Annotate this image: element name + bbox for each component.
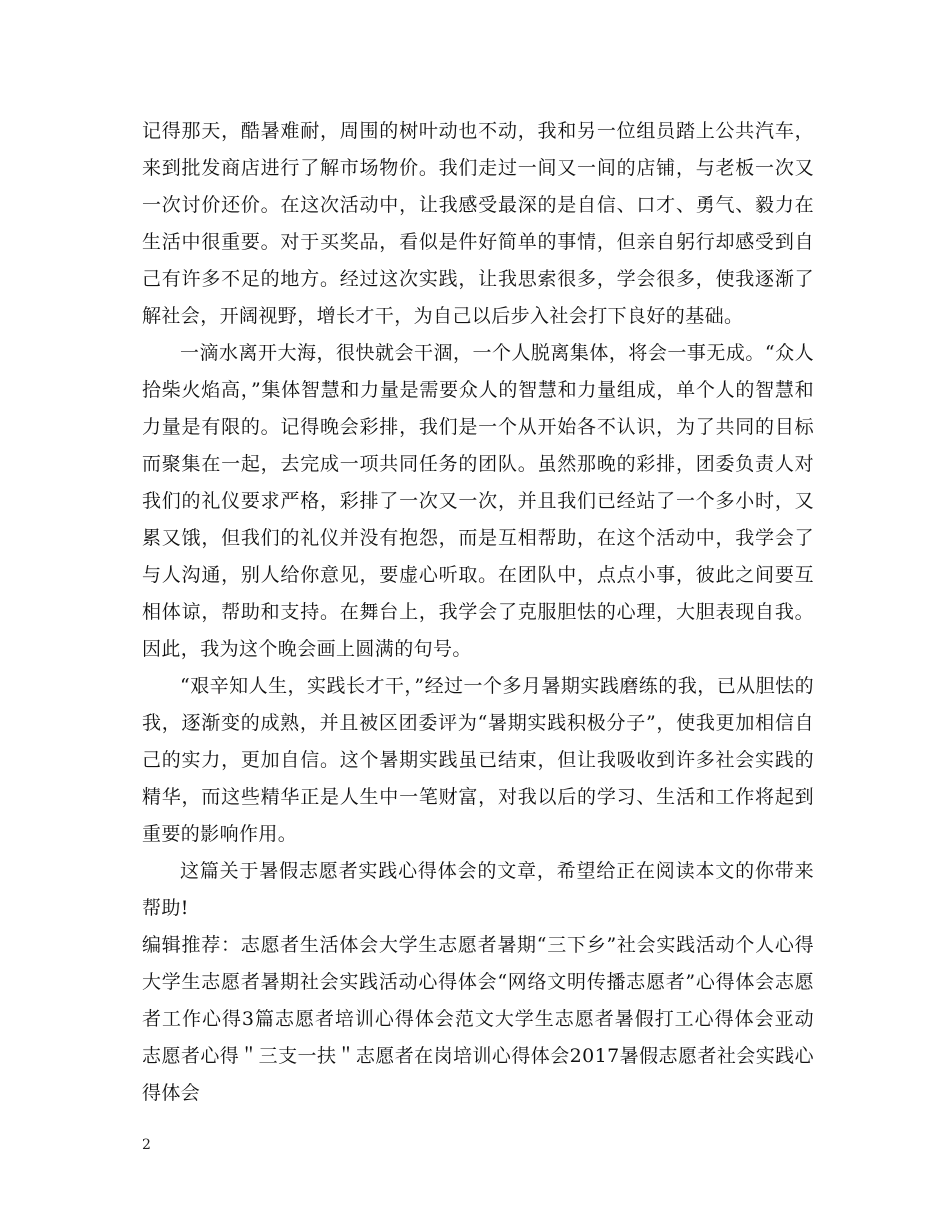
page-number: 2 [142, 1137, 151, 1153]
document-body [142, 113, 814, 1112]
paragraph-3: “艰辛知人生，实践长才干，”经过一个多月暑期实践磨练的我，已从胆怯的我，逐渐变的成熟，并且被区团委评为“暑期实践积极分子”，使我更加相信自己的实力，更加自信。这个暑期实践虽已结束，但让我吸收到许多社会实践的精华，而这些精华正是人生中一笔财富，对我以后的学习、生活和工作将起到重要的影响作用。 [142, 675, 814, 845]
editor-recommendation: 编辑推荐：志愿者生活体会大学生志愿者暑期“三下乡”社会实践活动个人心得大学生志愿者暑期社会实践活动心得体会“网络文明传播志愿者”心得体会志愿者工作心得3篇志愿者培训心得体会范文大学生志愿者暑假打工心得体会亚动志愿者心得＂三支一扶＂志愿者在岗培训心得体会2017暑假志愿者社会实践心得体会 [142, 934, 814, 1104]
paragraph-1: 记得那天，酷暑难耐，周围的树叶动也不动，我和另一位组员踏上公共汽车，来到批发商店进行了解市场物价。我们走过一间又一间的店铺，与老板一次又一次讨价还价。在这次活动中，让我感受最深的是自信、口才、勇气、毅力在生活中很重要。对于买奖品，看似是件好简单的事情，但亲自躬行却感受到自己有许多不足的地方。经过这次实践，让我思索很多，学会很多，使我逐渐了解社会，开阔视野，增长才干，为自己以后步入社会打下良好的基础。 [142, 120, 814, 327]
paragraph-4: 这篇关于暑假志愿者实践心得体会的文章，希望给正在阅读本文的你带来帮助! [142, 860, 814, 919]
paragraph-2: 一滴水离开大海，很快就会干涸，一个人脱离集体，将会一事无成。“众人拾柴火焰高，”集体智慧和力量是需要众人的智慧和力量组成，单个人的智慧和力量是有限的。记得晚会彩排，我们是一个从开始各不认识，为了共同的目标而聚集在一起，去完成一项共同任务的团队。虽然那晚的彩排，团委负责人对我们的礼仪要求严格，彩排了一次又一次，并且我们已经站了一个多小时，又累又饿，但我们的礼仪并没有抱怨，而是互相帮助，在这个活动中，我学会了与人沟通，别人给你意见，要虚心听取。在团队中，点点小事，彼此之间要互相体谅，帮助和支持。在舞台上，我学会了克服胆怯的心理，大胆表现自我。因此，我为这个晚会画上圆满的句号。 [142, 342, 814, 660]
